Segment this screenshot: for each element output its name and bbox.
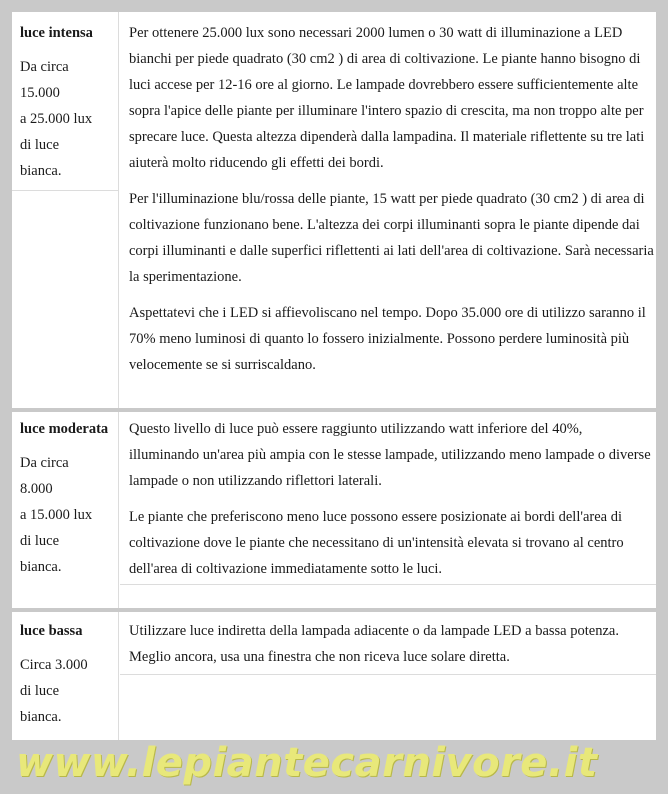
row-label: luce moderata <box>20 421 109 437</box>
paragraph: Utilizzare luce indiretta della lampada adiacente o da lampade LED a bassa potenza. Meglio ancora, usa una finestra che non riceva luce solare diretta. <box>129 623 619 665</box>
paragraph: Per ottenere 25.000 lux sono necessari 2000 lumen o 30 watt di illuminazione a LED bianchi per piede quadrato (30 cm2 ) di area di coltivazione. Le piante hanno bisogno di luci accese per 12-16 ore al giorno. Le lampade dovrebbero essere sufficientemente alte sopra l'apice delle piante per illuminare l'intero spazio di crescita, ma non troppo alte per sprecare luce. Questa altezza dipenderà dalla lampadina. Il materiale riflettente su tre lati aiuterà molto riducendo gli effetti dei bordi. <box>129 25 645 171</box>
lighting-table <box>12 12 656 740</box>
table-row-intense <box>12 20 656 408</box>
row-separator <box>12 608 656 612</box>
table-row-moderate <box>12 416 656 608</box>
row-label: luce bassa <box>20 623 83 639</box>
row-description-cell <box>120 416 656 592</box>
paragraph: Aspettatevi che i LED si affievoliscano nel tempo. Dopo 35.000 ore di utilizzo saranno il 70% meno luminosi di quanto lo fossero inizialmente. Possono perdere luminosità più velocemente se si surriscaldano. <box>129 305 646 373</box>
row-label-cell <box>12 20 118 184</box>
paragraph: Per l'illuminazione blu/rossa delle piante, 15 watt per piede quadrato (30 cm2 ) di area di coltivazione funzionano bene. L'altezza dei corpi illuminanti sopra le piante dipende dai corpi illuminanti e dalle superfici riflettenti ai lati dell'area di coltivazione. Sarà necessaria la sperimentazione. <box>129 191 654 285</box>
lux-range: Da circa 8.000 a 15.000 lux di luce bianca. <box>20 455 93 575</box>
row-label-cell <box>12 618 118 730</box>
row-label: luce intensa <box>20 25 93 41</box>
table-row-low <box>12 618 656 740</box>
paragraph: Questo livello di luce può essere raggiunto utilizzando watt inferiore del 40%, illuminando un'area più ampia con le stesse lampade, utilizzando meno lampade o diverse lampade o non utilizzando riflettori laterali. <box>129 421 651 489</box>
row-description-cell <box>120 618 656 680</box>
lux-range: Da circa 15.000 a 25.000 lux di luce bianca. <box>20 59 93 179</box>
row-label-cell <box>12 416 118 580</box>
row-separator <box>12 408 656 412</box>
paragraph: Le piante che preferiscono meno luce possono essere posizionate ai bordi dell'area di coltivazione dove le piante che necessitano di un'intensità elevata si trovano al centro dell'area di coltivazione immediatamente sotto le luci. <box>129 509 624 577</box>
row-description-cell <box>120 20 656 388</box>
lux-range: Circa 3.000 di luce bianca. <box>20 657 88 725</box>
site-watermark: www.lepiantecarnivore.it <box>16 740 598 786</box>
